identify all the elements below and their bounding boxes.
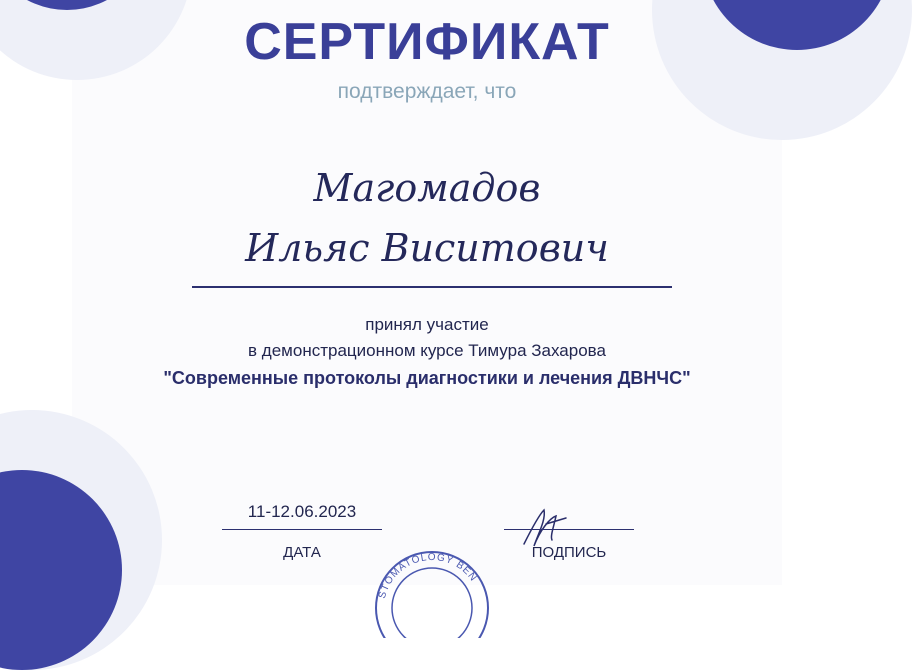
certificate (72, 0, 782, 600)
recipient-surname: Магомадов (313, 166, 541, 210)
signature-label: ПОДПИСЬ (531, 544, 607, 561)
certificate-title: СЕРТИФИКАТ (244, 13, 610, 71)
participation-text: принял участие (365, 315, 489, 334)
name-underline (192, 286, 672, 288)
stamp-seal (372, 548, 492, 638)
signature-line (504, 529, 634, 530)
date-label: ДАТА (283, 544, 321, 561)
course-title: "Современные протоколы диагностики и лечения ДВНЧС" (163, 368, 691, 388)
recipient-given-names: Ильяс Виситович (245, 226, 609, 270)
certificate-subtitle: подтверждает, что (337, 80, 517, 103)
svg-text:STOMATOLOGY BEN: STOMATOLOGY BEN (376, 551, 480, 600)
date-line (222, 529, 382, 530)
course-description: в демонстрационном курсе Тимура Захарова (248, 341, 606, 360)
date-value: 11-12.06.2023 (247, 502, 357, 521)
